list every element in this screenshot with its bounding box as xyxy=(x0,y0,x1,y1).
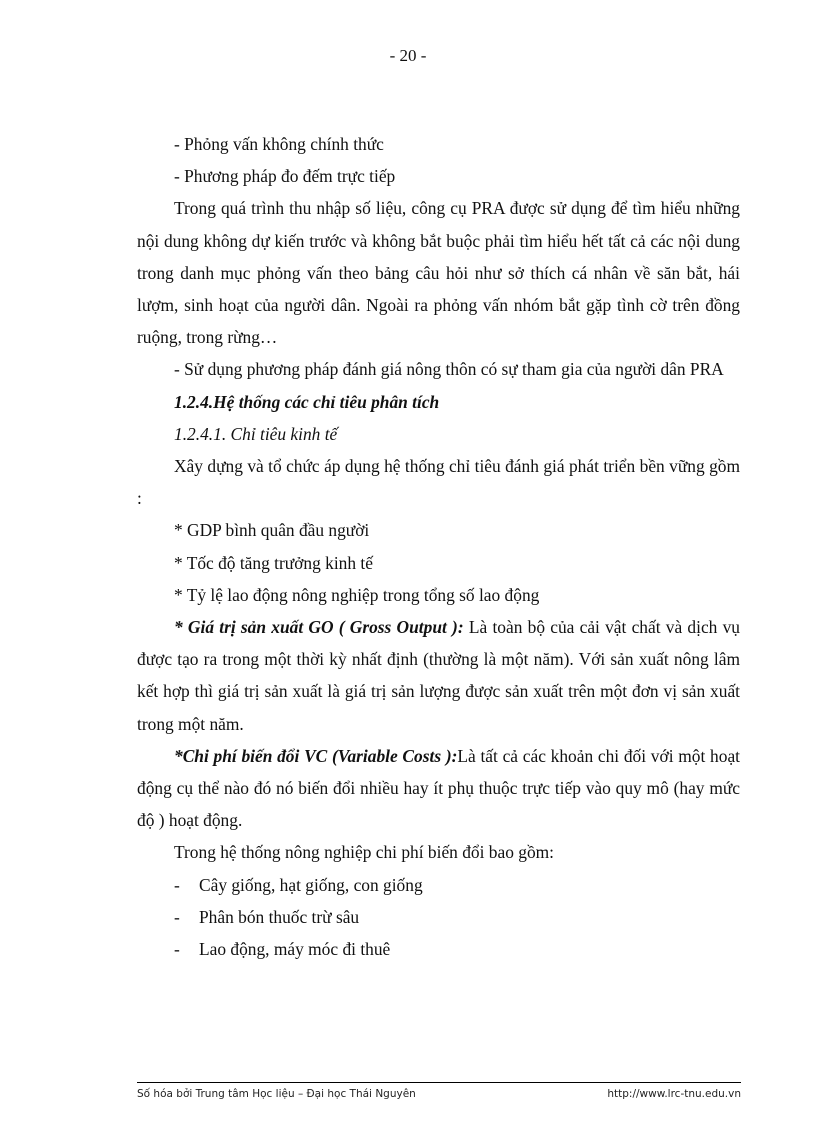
list-marker: - xyxy=(174,939,180,960)
list-item xyxy=(137,901,740,933)
paragraph-direct-counting: - Phương pháp đo đếm trực tiếp xyxy=(174,166,396,187)
footer xyxy=(137,1088,741,1100)
paragraph-indicator-system: Xây dựng và tổ chức áp dụng hệ thống chỉ tiêu đánh giá phát triển bền vững gồm : xyxy=(137,456,740,509)
list-item-text: Phân bón thuốc trừ sâu xyxy=(199,906,360,927)
indicator-gdp: * GDP bình quân đầu người xyxy=(174,520,370,541)
page-number: - 20 - xyxy=(389,46,427,65)
paragraph-variable-costs-intro: Trong hệ thống nông nghiệp chi phí biến đổi bao gồm: xyxy=(174,842,554,863)
definition-variable-costs: Là tất cả các khoản chi đối với một hoạt động cụ thể nào đó nó biến đổi nhiều hay ít phụ thuộc trực tiếp vào quy mô (hay mức độ ) hoạt động. xyxy=(137,745,740,831)
definition-gross-output: Là toàn bộ của cải vật chất và dịch vụ được tạo ra trong một thời kỳ nhất định (thường là một năm). Với sản xuất nông lâm kết hợp thì giá trị sản xuất là giá trị sản lượng được sản xuất trên một đơn vị sản xuất trong một năm. xyxy=(137,617,740,734)
list-item xyxy=(137,933,740,965)
indicator-labor: * Tỷ lệ lao động nông nghiệp trong tổng số lao động xyxy=(174,584,540,605)
cost-list xyxy=(137,869,740,966)
list-item xyxy=(137,869,740,901)
list-marker: - xyxy=(174,874,180,895)
list-item-text: Cây giống, hạt giống, con giống xyxy=(199,874,423,895)
term-variable-costs: *Chi phí biến đổi VC (Variable Costs ): xyxy=(174,745,458,766)
paragraph-variable-costs xyxy=(137,740,740,837)
term-gross-output: * Giá trị sản xuất GO ( Gross Output ): xyxy=(174,617,464,638)
indicator-growth: * Tốc độ tăng trưởng kinh tế xyxy=(174,552,373,573)
list-item-text: Lao động, máy móc đi thuê xyxy=(199,939,391,960)
footer-url: http://www.lrc-tnu.edu.vn xyxy=(607,1088,741,1100)
paragraph-informal-interview: - Phỏng vấn không chính thức xyxy=(174,134,384,154)
paragraph-pra-method: - Sử dụng phương pháp đánh giá nông thôn có sự tham gia của người dân PRA xyxy=(174,359,724,380)
subsection-heading: 1.2.4.1. Chỉ tiêu kinh tế xyxy=(174,423,338,444)
footer-divider xyxy=(137,1082,741,1083)
paragraph-pra-tool: Trong quá trình thu nhập số liệu, công cụ PRA được sử dụng để tìm hiểu những nội dung không dự kiến trước và không bắt buộc phải tìm hiểu hết tất cả các nội dung trong danh mục phỏng vấn theo bảng câu hỏi như sở thích cá nhân về săn bắt, hái lượm, sinh hoạt của người dân. Ngoài ra phỏng vấn nhóm bắt gặp tình cờ trên đồng ruộng, trong rừng… xyxy=(137,198,740,348)
list-marker: - xyxy=(174,906,180,927)
document-body xyxy=(137,128,740,965)
footer-source: Số hóa bởi Trung tâm Học liệu – Đại học Thái Nguyên xyxy=(137,1088,416,1100)
paragraph-gross-output xyxy=(137,611,740,740)
section-heading: 1.2.4.Hệ thống các chỉ tiêu phân tích xyxy=(174,391,440,412)
